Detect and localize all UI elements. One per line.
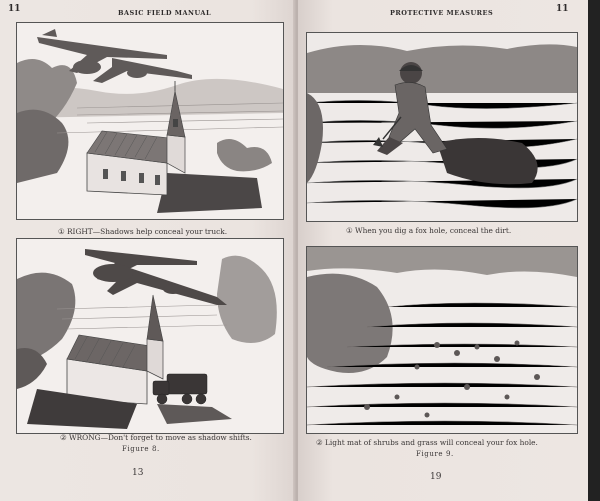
left-figure-label: Figure 8. xyxy=(122,445,160,453)
church-truck-shadow-illustration xyxy=(17,23,283,219)
concealed-foxhole-illustration xyxy=(307,247,577,433)
right-caption-bottom: ② Light mat of shrubs and grass will conceal your fox hole. xyxy=(316,438,538,447)
church-truck-exposed-illustration xyxy=(17,239,283,433)
right-page xyxy=(298,0,588,501)
illustration-dig-foxhole xyxy=(306,32,578,222)
illustration-foxhole-concealed xyxy=(306,246,578,434)
left-header-title: BASIC FIELD MANUAL xyxy=(118,9,212,17)
book-edge-background xyxy=(588,0,600,501)
right-figure-label: Figure 9. xyxy=(416,450,454,458)
soldier-digging-illustration xyxy=(307,33,577,221)
left-caption-top: ① RIGHT—Shadows help conceal your truck. xyxy=(58,227,228,236)
right-header-title: PROTECTIVE MEASURES xyxy=(390,9,494,17)
left-caption-bottom: ② WRONG—Don't forget to move as shadow shifts. xyxy=(60,433,252,442)
right-folio: 19 xyxy=(430,472,442,482)
illustration-wrong-shadows xyxy=(16,238,284,434)
left-folio: 13 xyxy=(132,468,144,478)
left-page xyxy=(0,0,297,501)
right-caption-top: ① When you dig a fox hole, conceal the dirt. xyxy=(346,226,512,235)
left-header-number: 11 xyxy=(8,4,21,14)
illustration-right-shadows xyxy=(16,22,284,220)
right-header-number: 11 xyxy=(556,4,569,14)
